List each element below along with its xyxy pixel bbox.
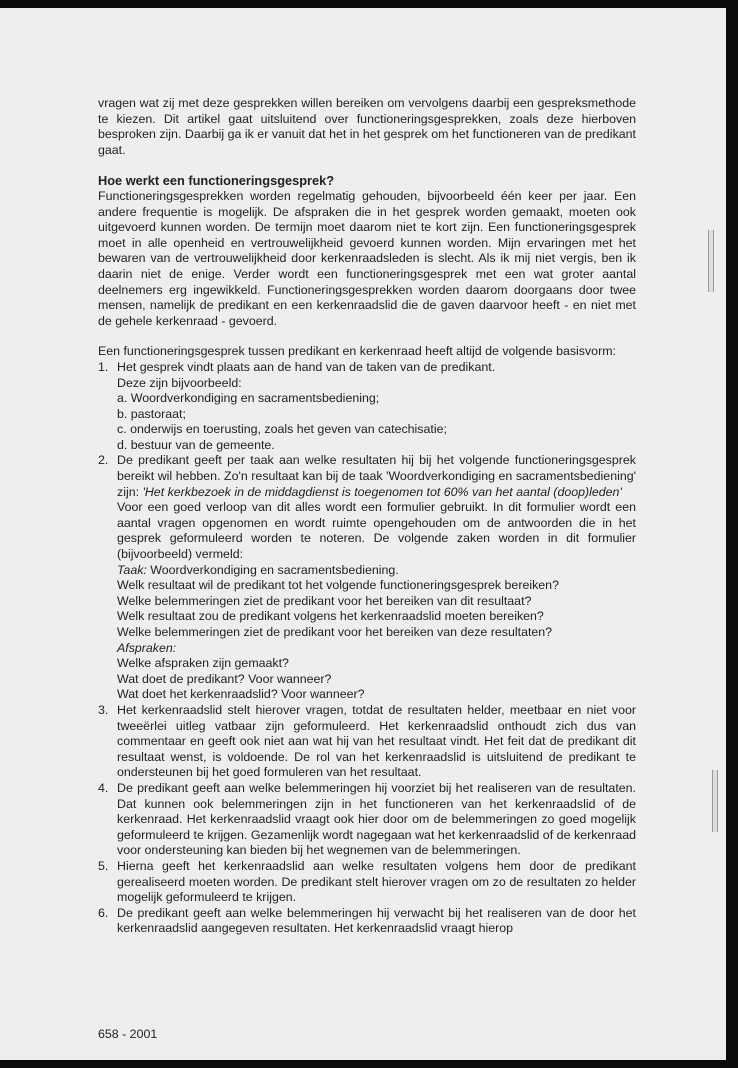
item-text <box>117 453 636 500</box>
list-item <box>98 703 636 781</box>
task-value: Woordverkondiging en sacramentsbediening. <box>146 562 399 577</box>
margin-mark-top <box>708 230 714 292</box>
item-number: 3. <box>98 702 109 717</box>
form-question: Welke belemmeringen ziet de predikant voor het bereiken van deze resultaten? <box>117 625 553 639</box>
agreement-question: Wat doet het kerkenraadslid? Voor wanneer? <box>117 687 365 702</box>
item-text: Het gesprek vindt plaats aan de hand van de taken van de predikant. <box>117 359 496 374</box>
form-paragraph: Voor een goed verloop van dit alles wordt een formulier gebruikt. In dit formulier wordt een aantal vragen opgenomen en wordt ruimte opengehouden om de antwoorden die in het gesprek geformuleerd worden te noteren. De volgende zaken worden in dit formulier (bijvoorbeeld) vermeld: <box>117 500 636 562</box>
item-number: 5. <box>98 858 109 873</box>
article-body <box>98 96 636 937</box>
task-label: Taak: <box>117 562 147 577</box>
task-line: a. Woordverkondiging en sacramentsbediening; <box>117 391 380 406</box>
steps-list <box>98 360 636 937</box>
task-field <box>117 563 636 579</box>
list-item <box>98 360 636 454</box>
intro-paragraph: vragen wat zij met deze gesprekken willen bereiken om vervolgens daarbij een gespreksmethode te kiezen. Dit artikel gaat uitsluitend over functioneringsgesprekken, zoals deze hierboven besproken zijn. Daarbij ga ik er vanuit dat het in het gesprek om het functioneren van de predikant gaat. <box>98 96 636 157</box>
item-number: 1. <box>98 359 109 374</box>
item-text: De predikant geeft aan welke belemmeringen hij voorziet bij het realiseren van de resultaten. Dat kunnen ook belemmeringen zijn in het functioneren van het kerkenraadslid of de kerkenraad. Het kerkenraadslid vraagt ook hier door om de belemmeringen zo goed mogelijk geformuleerd te krijgen. Gezamenlijk wordt nagegaan wat het kerkenraadslid of de kerkenraad voor ondersteuning kan bieden bij het wegnemen van de belemmeringen. <box>117 780 636 858</box>
agreement-question: Wat doet de predikant? Voor wanneer? <box>117 671 332 686</box>
item-text: De predikant geeft aan welke belemmeringen hij verwacht bij het realiseren van de door het kerkenraadslid aangegeven resultaten. Het kerkenraadslid vraagt hierop <box>117 905 636 936</box>
section-heading: Hoe werkt een functioneringsgesprek? <box>98 173 335 189</box>
item-number: 2. <box>98 453 109 468</box>
paragraph-frequency: Functioneringsgesprekken worden regelmatig gehouden, bijvoorbeeld één keer per jaar. Een andere frequentie is mogelijk. De afspraken die in het gesprek worden gemaakt, moeten ook uitgevoerd kunnen worden. De termijn moet daarom niet te kort zijn. Een functioneringsgesprek moet in alle openheid en vertrouwelijkheid gevoerd kunnen worden. Mijn ervaringen met het bewaren van de vertrouwelijkheid door kerkenraadsleden is slecht. Als ik mij niet vergis, ben ik daarin niet de enige. Verder wordt een functioneringsgesprek met een wat groter aantal deelnemers erg ingewikkeld. Functioneringsgesprekken worden daarom doorgaans door twee mensen, namelijk de predikant en een kerkenraadslid die de gaven daarvoor heeft - en niet met de gehele kerkenraad - gevoerd. <box>98 188 636 328</box>
agreements-label: Afspraken: <box>117 640 177 655</box>
form-question: Welk resultaat zou de predikant volgens het kerkenraadslid moeten bereiken? <box>117 609 544 624</box>
item-text-main: De predikant geeft per taak aan welke resultaten hij bij het volgende functioneringsgesprek bereikt wil hebben. Zo'n resultaat kan bij de taak 'Woordverkondiging en sacramentsbediening' zijn: <box>117 453 636 499</box>
list-item <box>98 859 636 906</box>
item-text: Het kerkenraadslid stelt hierover vragen, totdat de resultaten helder, meetbaar en niet voor tweeërlei uitleg vatbaar zijn geformuleerd. Het kerkenraadslid onthoudt zich dus van commentaar en geeft ook niet aan wat hij van het resultaat vindt. Het feit dat de predikant dit resultaat wenst, is voldoende. De rol van het kerkenraadslid is uitsluitend de predikant te ondersteunen bij het goed formuleren van het resultaat. <box>117 702 636 780</box>
item-number: 4. <box>98 780 109 795</box>
list-item <box>98 453 636 703</box>
example-intro: Deze zijn bijvoorbeeld: <box>117 375 242 390</box>
agreement-question: Welke afspraken zijn gemaakt? <box>117 656 289 671</box>
document-page <box>0 8 726 1060</box>
list-item <box>98 906 636 937</box>
page-footer: 658 - 2001 <box>98 1027 158 1041</box>
task-line: c. onderwijs en toerusting, zoals het geven van catechisatie; <box>117 422 447 437</box>
list-item <box>98 781 636 859</box>
form-question: Welk resultaat wil de predikant tot het volgende functioneringsgesprek bereiken? <box>117 578 559 593</box>
item-text: Hierna geeft het kerkenraadslid aan welke resultaten volgens hem door de predikant gerealiseerd moeten worden. De predikant stelt hierover vragen om zo de resultaten zo helder mogelijk geformuleerd te krijgen. <box>117 858 636 905</box>
margin-mark-bottom <box>712 770 718 832</box>
example-quote: 'Het kerkbezoek in de middagdienst is toegenomen tot 60% van het aantal (doop)leden' <box>142 484 622 499</box>
task-line: d. bestuur van de gemeente. <box>117 437 275 452</box>
task-line: b. pastoraat; <box>117 406 186 421</box>
item-number: 6. <box>98 905 109 920</box>
form-question: Welke belemmeringen ziet de predikant voor het bereiken van dit resultaat? <box>117 593 532 608</box>
paragraph-basic-form: Een functioneringsgesprek tussen predikant en kerkenraad heeft altijd de volgende basisvorm: <box>98 344 616 359</box>
